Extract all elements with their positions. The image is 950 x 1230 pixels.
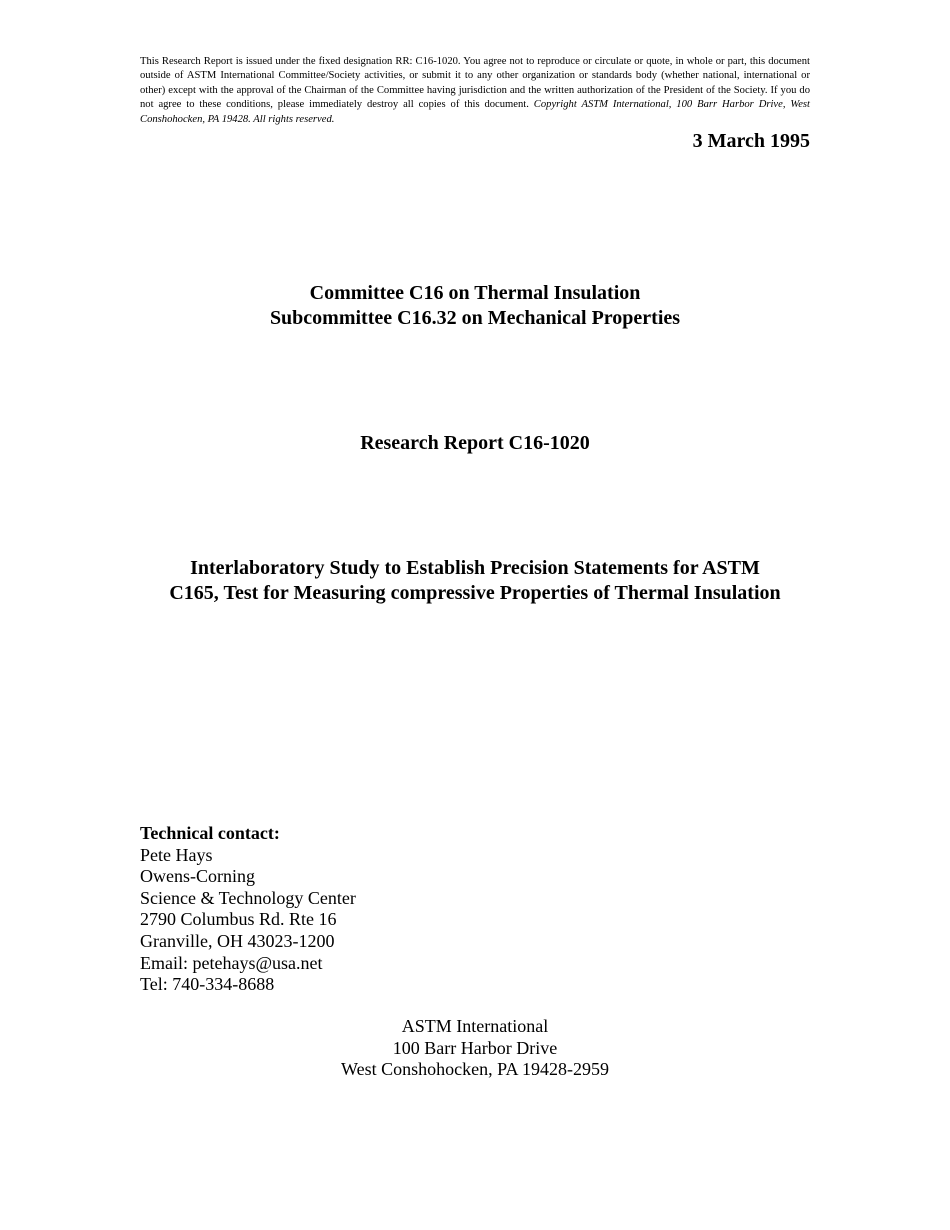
contact-street: 2790 Columbus Rd. Rte 16 [140, 909, 337, 930]
study-title-line-2: C165, Test for Measuring compressive Properties of Thermal Insulation [169, 582, 781, 604]
contact-tel: Tel: 740-334-8688 [140, 974, 275, 995]
publisher-city: West Conshohocken, PA 19428-2959 [341, 1059, 609, 1080]
publisher-name: ASTM International [401, 1016, 549, 1036]
contact-company: Owens-Corning [140, 866, 255, 887]
report-number: Research Report C16-1020 [360, 432, 590, 454]
contact-heading: Technical contact: [140, 823, 280, 843]
contact-name: Pete Hays [140, 844, 213, 865]
copyright-notice [140, 55, 810, 127]
committee-heading [140, 281, 810, 331]
contact-city: Granville, OH 43023-1200 [140, 930, 335, 951]
copyright-line: Copyright ASTM International, 100 Barr Harbor Drive, West Conshohocken, PA 19428. All rights reserved. [140, 99, 810, 125]
committee-name: Committee C16 on Thermal Insulation [309, 282, 641, 304]
study-title-line-1: Interlaboratory Study to Establish Precision Statements for ASTM [190, 557, 760, 579]
contact-department: Science & Technology Center [140, 887, 356, 908]
publisher-address [140, 1016, 810, 1081]
publisher-street: 100 Barr Harbor Drive [392, 1037, 558, 1058]
contact-email: Email: petehays@usa.net [140, 952, 323, 973]
study-title [140, 556, 810, 606]
subcommittee-name: Subcommittee C16.32 on Mechanical Properties [269, 307, 681, 329]
report-date: 3 March 1995 [692, 130, 810, 152]
technical-contact [140, 823, 356, 996]
notice-text: This Research Report is issued under the fixed designation RR: C16-1020. You agree not to reproduce or circulate or quote, in whole or part, this document outside of ASTM International Committee/Society activities, or submit it to any other organization or standards body (whether national, international or other) except with the approval of the Chairman of the Committee having jurisdiction and the written authorization of the President of the Society. If you do not agree to these conditions, please immediately destroy all copies of this document. [140, 56, 810, 111]
